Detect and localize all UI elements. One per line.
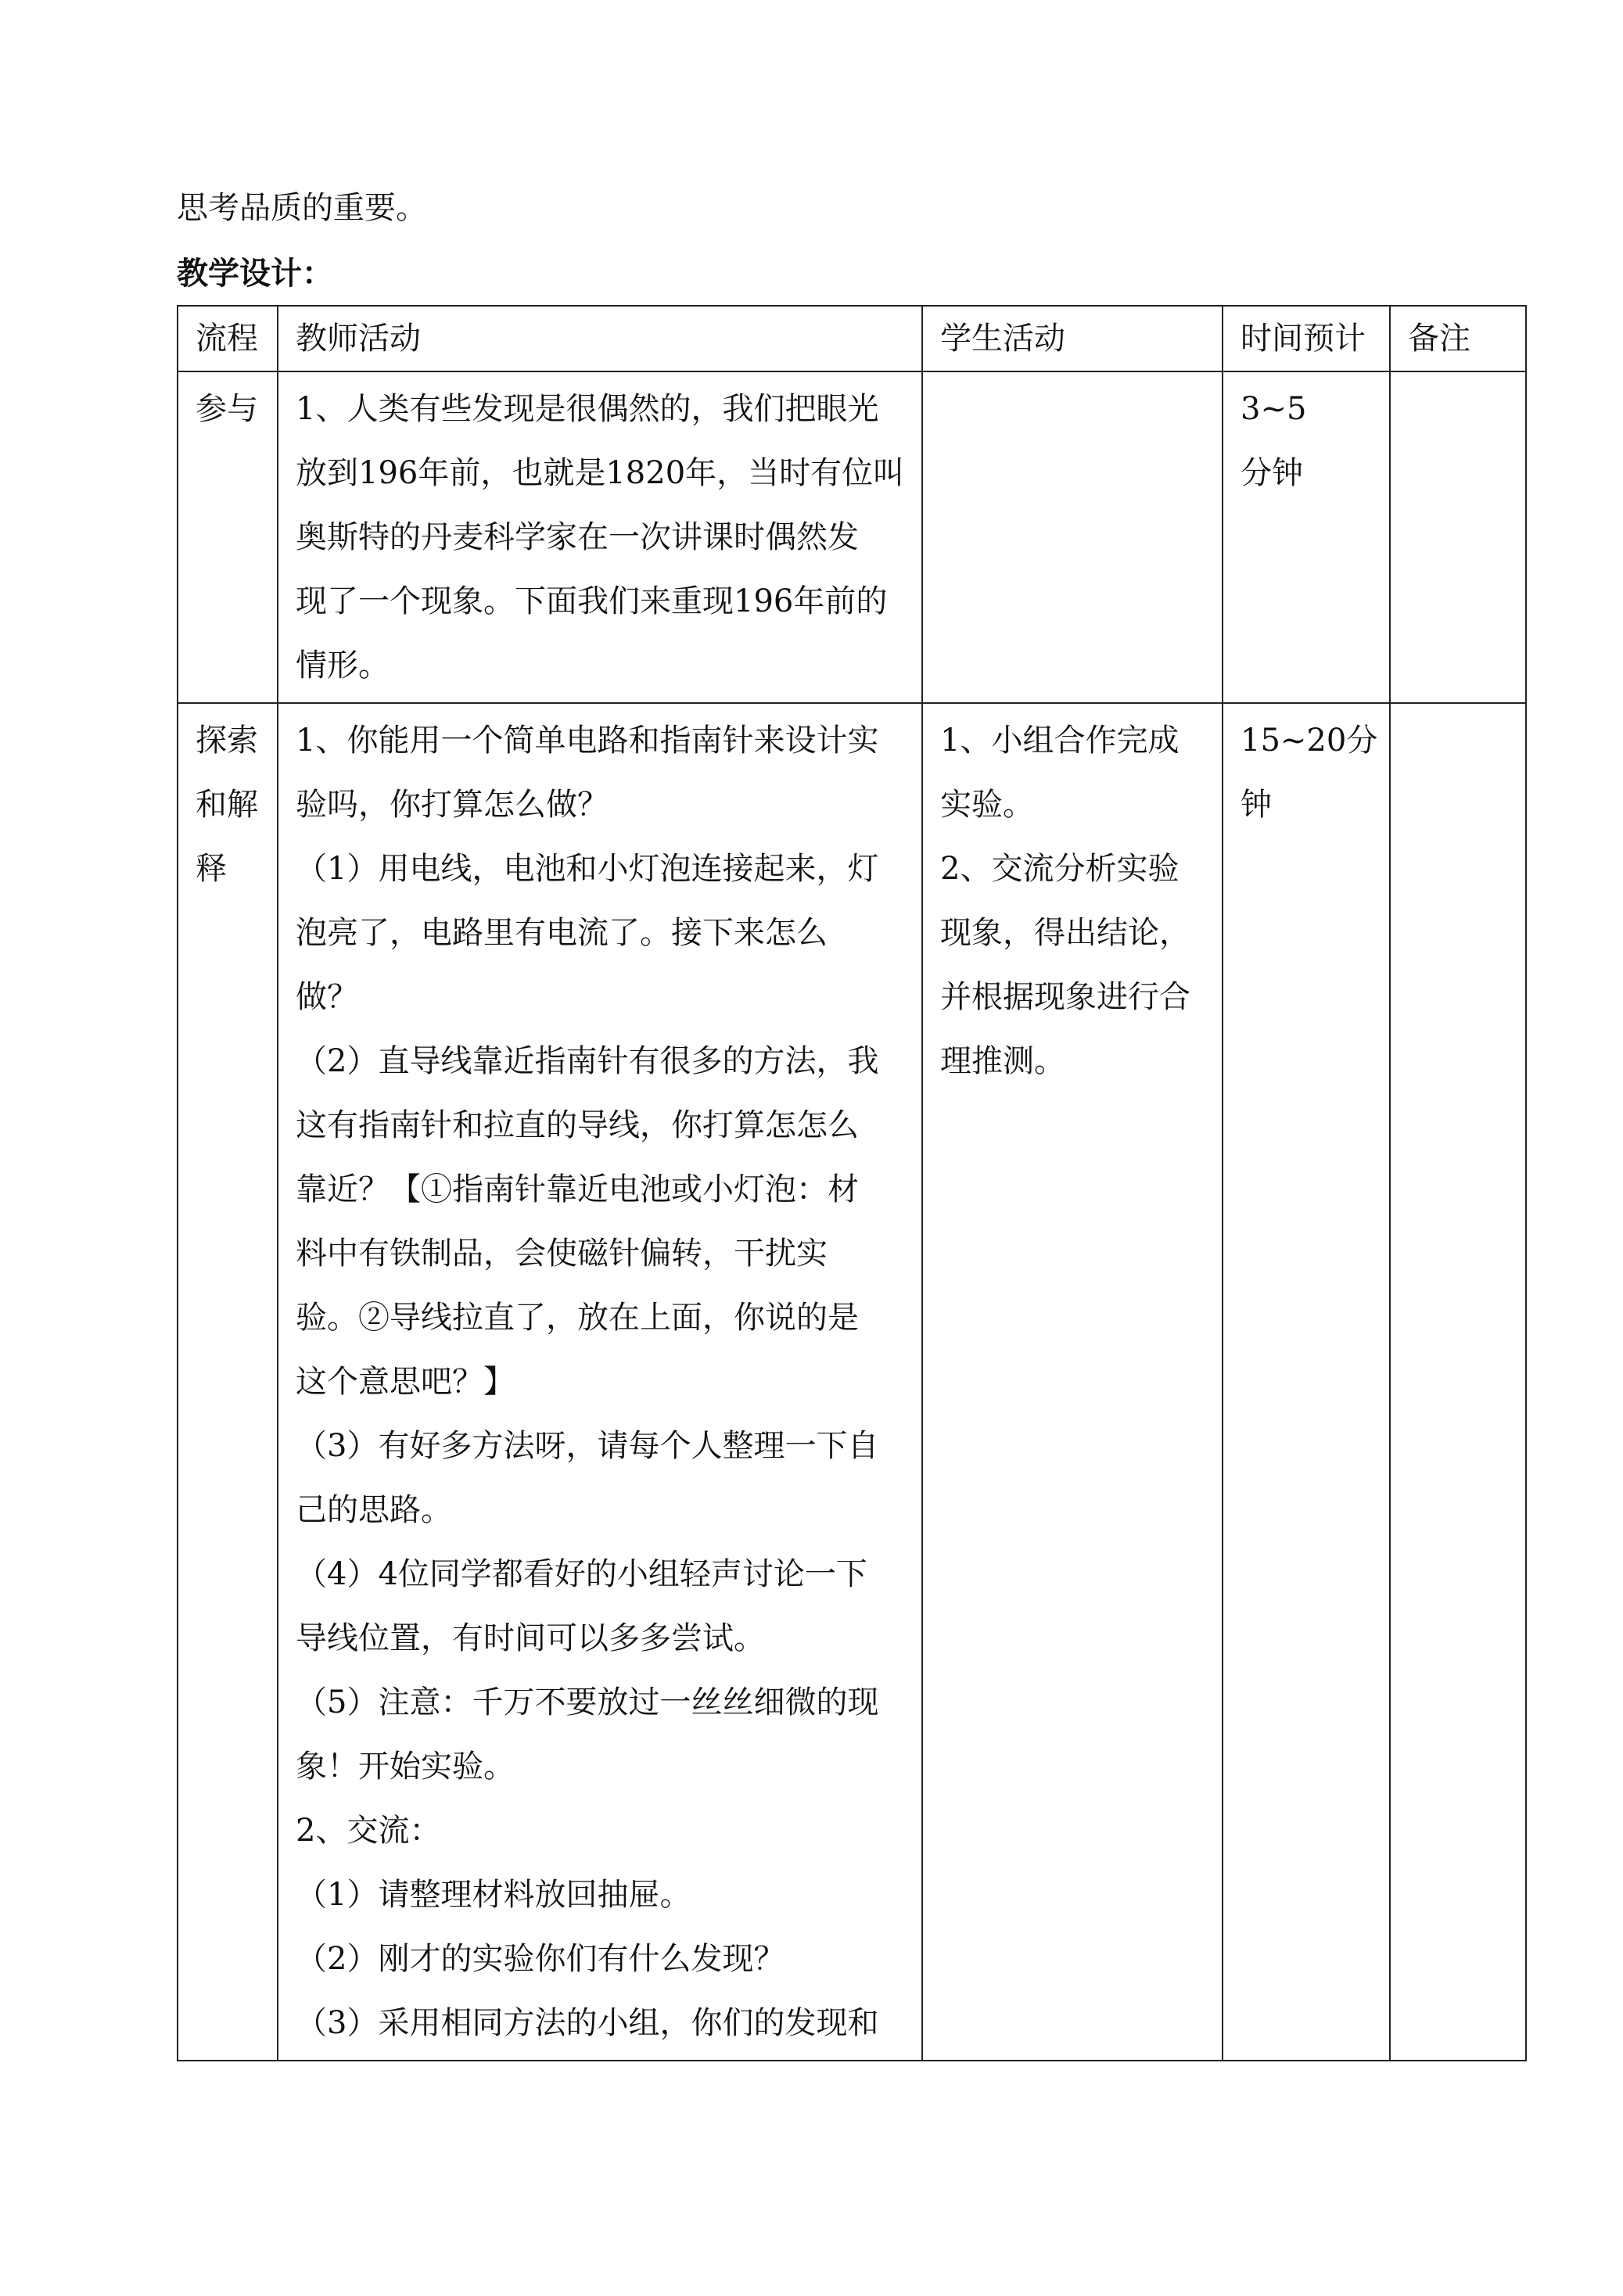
cell-text-line: 分钟: [1241, 455, 1303, 491]
cell-text-line: （5）注意：千万不要放过一丝丝细微的现: [296, 1684, 879, 1720]
cell-text-line: （2）刚才的实验你们有什么发现？: [296, 1941, 785, 1977]
section-heading: 教学设计：: [177, 255, 333, 292]
cell-text-line: 现象，得出结论，: [940, 915, 1190, 951]
row-teacher-cell: [278, 371, 922, 703]
row-time-cell: [1223, 703, 1390, 2061]
cell-text-line: （1）请整理材料放回抽屉。: [296, 1877, 691, 1913]
cell-text-line: 3~5: [1241, 391, 1307, 427]
row-student-cell: [922, 703, 1223, 2061]
cell-text-line: 放到196年前，也就是1820年，当时有位叫: [296, 455, 905, 491]
cell-text-line: 现了一个现象。下面我们来重现196年前的: [296, 583, 888, 619]
cell-text-line: 象！开始实验。: [296, 1749, 515, 1785]
cell-text-line: 2、交流：: [296, 1813, 441, 1849]
cell-text-line: （3）有好多方法呀，请每个人整理一下自: [296, 1428, 879, 1464]
row-flow-cell: [178, 703, 278, 2061]
cell-text-line: 靠近？【①指南针靠近电池或小灯泡：材: [296, 1171, 859, 1207]
cell-text-line: 料中有铁制品，会使磁针偏转，干扰实: [296, 1236, 828, 1272]
cell-text-line: 己的思路。: [296, 1492, 452, 1528]
cell-text-line: 验吗，你打算怎么做？: [296, 787, 609, 823]
cell-text-line: 做？: [296, 979, 358, 1015]
cell-text-line: 验。②导线拉直了，放在上面，你说的是: [296, 1300, 859, 1336]
cell-text-line: 奥斯特的丹麦科学家在一次讲课时偶然发: [296, 519, 859, 555]
cell-text-line: 并根据现象进行合: [940, 979, 1190, 1015]
cell-text-line: （3）采用相同方法的小组，你们的发现和: [296, 2005, 879, 2041]
cell-text-line: 这有指南针和拉直的导线，你打算怎怎么: [296, 1107, 859, 1143]
row-flow-cell: [178, 371, 278, 703]
row-student-cell: [922, 371, 1223, 703]
cell-text-line: 钟: [1241, 787, 1272, 823]
cell-text-line: 1、人类有些发现是很偶然的，我们把眼光: [296, 391, 879, 427]
cell-text-line: 这个意思吧？】: [296, 1364, 515, 1400]
cell-text-line: 参与: [196, 391, 258, 427]
cell-text-line: 泡亮了，电路里有电流了。接下来怎么: [296, 915, 828, 951]
table-header-row: [178, 306, 1526, 371]
cell-text-line: 实验。: [940, 787, 1034, 823]
cell-text-line: （2）直导线靠近指南针有很多的方法，我: [296, 1043, 879, 1079]
cell-text-line: 2、交流分析实验: [940, 851, 1180, 887]
cell-text-line: 和解: [196, 787, 258, 823]
intro-text: 思考品质的重要。: [177, 190, 427, 226]
cell-text-line: 1、小组合作完成: [940, 723, 1180, 759]
teaching-plan-table: [177, 305, 1527, 2061]
header-flow: 流程: [178, 306, 278, 371]
cell-text-line: 导线位置，有时间可以多多尝试。: [296, 1620, 765, 1656]
cell-text-line: （1）用电线，电池和小灯泡连接起来，灯: [296, 851, 879, 887]
header-student-activity: 学生活动: [922, 306, 1223, 371]
row-time-cell: [1223, 371, 1390, 703]
row-notes-cell: [1390, 703, 1526, 2061]
header-time-estimate: 时间预计: [1223, 306, 1390, 371]
cell-text-line: 1、你能用一个简单电路和指南针来设计实: [296, 723, 879, 759]
table-row: [178, 703, 1526, 2061]
cell-text-line: 理推测。: [940, 1043, 1065, 1079]
row-notes-cell: [1390, 371, 1526, 703]
cell-text-line: 释: [196, 851, 227, 887]
table-row: [178, 371, 1526, 703]
cell-text-line: （4）4位同学都看好的小组轻声讨论一下: [296, 1556, 867, 1592]
header-teacher-activity: 教师活动: [278, 306, 922, 371]
cell-text-line: 情形。: [296, 648, 390, 683]
cell-text-line: 探索: [196, 723, 258, 759]
header-notes: 备注: [1390, 306, 1526, 371]
cell-text-line: 15~20分: [1241, 723, 1378, 759]
row-teacher-cell: [278, 703, 922, 2061]
